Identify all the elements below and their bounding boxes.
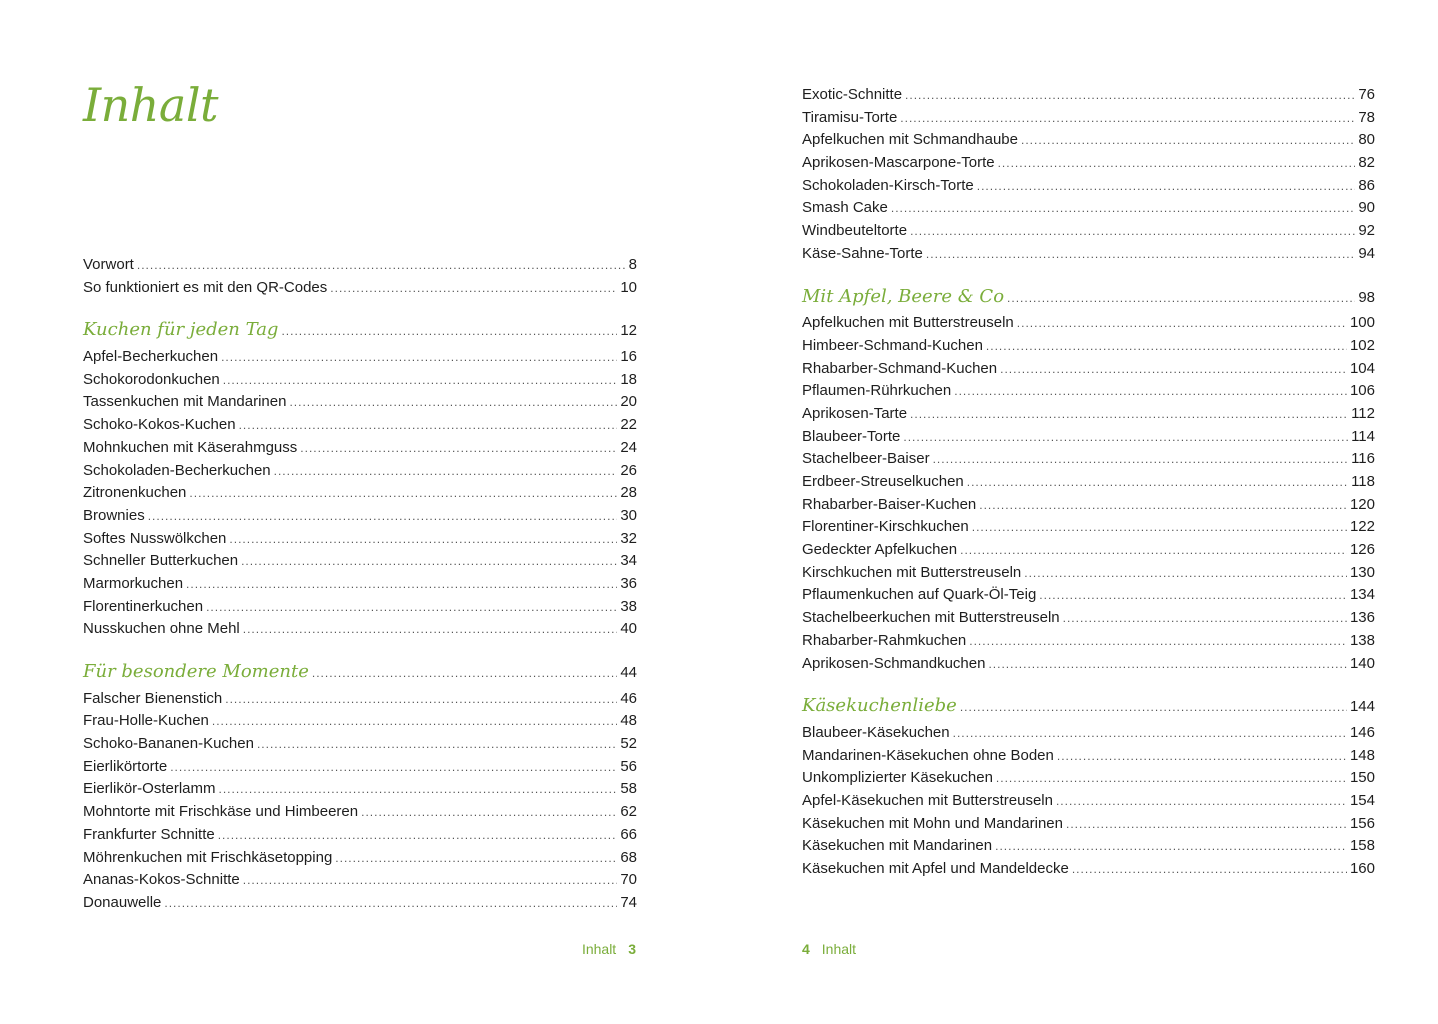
entry-page-number: 144 — [1349, 698, 1375, 716]
entry-title: Blaubeer-Käsekuchen — [802, 723, 950, 741]
entry-title: Stachelbeerkuchen mit Butterstreuseln — [802, 609, 1060, 627]
entry-page-number: 32 — [620, 529, 637, 547]
dot-leader — [361, 801, 617, 824]
entry-page-number: 24 — [620, 438, 637, 456]
entry-page-number: 70 — [620, 871, 637, 889]
toc-entry — [83, 596, 637, 619]
toc-entry — [802, 471, 1375, 494]
dot-leader — [1024, 562, 1347, 585]
entry-page-number: 126 — [1349, 541, 1375, 559]
section-heading — [802, 286, 1375, 309]
entry-page-number: 20 — [620, 393, 637, 411]
toc-entry — [83, 618, 637, 641]
entry-page-number: 120 — [1349, 495, 1375, 513]
entry-title: Apfel-Käsekuchen mit Butterstreuseln — [802, 791, 1053, 809]
page-footer-right — [802, 941, 856, 957]
entry-page-number: 112 — [1351, 404, 1375, 422]
toc-entry — [83, 733, 637, 756]
entry-page-number: 36 — [620, 574, 637, 592]
section-heading — [83, 319, 637, 342]
entry-page-number: 156 — [1349, 814, 1375, 832]
toc-entry — [83, 391, 637, 414]
entry-title: Florentinerkuchen — [83, 597, 204, 615]
toc-entry — [83, 801, 637, 824]
entry-page-number: 94 — [1358, 244, 1375, 262]
entry-page-number: 26 — [620, 461, 637, 479]
entry-title: Donauwelle — [83, 893, 162, 911]
entry-page-number: 18 — [620, 370, 637, 388]
dot-leader — [972, 516, 1347, 539]
dot-leader — [289, 391, 617, 414]
entry-title: Rhabarber-Schmand-Kuchen — [802, 359, 998, 377]
section-title: Für besondere Momente — [83, 661, 309, 682]
dot-leader — [225, 688, 617, 711]
entry-title: Schneller Butterkuchen — [83, 552, 239, 570]
toc-entry — [802, 220, 1375, 243]
dot-leader — [1057, 745, 1347, 768]
dot-leader — [218, 824, 618, 847]
entry-title: Ananas-Kokos-Schnitte — [83, 871, 240, 889]
entry-page-number: 22 — [620, 416, 637, 434]
entry-page-number: 68 — [620, 848, 637, 866]
entry-title: Nusskuchen ohne Mehl — [83, 620, 240, 638]
entry-title: Frankfurter Schnitte — [83, 825, 215, 843]
page-title: Inhalt — [83, 78, 219, 132]
entry-title: Unkomplizierter Käsekuchen — [802, 769, 993, 787]
right-page — [719, 0, 1438, 1024]
entry-page-number: 76 — [1358, 86, 1375, 103]
entry-page-number: 30 — [620, 506, 637, 524]
entry-title: Erdbeer-Streuselkuchen — [802, 473, 964, 490]
section-title: Mit Apfel, Beere & Co — [802, 285, 1005, 307]
toc-entry — [83, 550, 637, 573]
toc-entry — [83, 869, 637, 892]
dot-leader — [1056, 790, 1347, 813]
entry-page-number: 58 — [620, 780, 637, 798]
dot-leader — [164, 892, 617, 915]
toc-entry — [802, 494, 1375, 517]
entry-page-number: 44 — [620, 664, 637, 681]
entry-title: Apfelkuchen mit Butterstreuseln — [802, 314, 1014, 332]
entry-page-number: 12 — [620, 322, 637, 340]
entry-page-number: 66 — [620, 825, 637, 843]
toc-entry — [83, 346, 637, 369]
entry-title: So funktioniert es mit den QR-Codes — [83, 278, 328, 296]
entry-title: Aprikosen-Mascarpone-Torte — [802, 154, 995, 172]
toc-entry — [83, 756, 637, 779]
entry-title: Käse-Sahne-Torte — [802, 244, 923, 262]
entry-page-number: 136 — [1349, 609, 1375, 627]
dot-leader — [926, 243, 1355, 266]
toc-entry — [83, 528, 637, 551]
entry-title: Zitronenkuchen — [83, 484, 187, 502]
entry-page-number: 38 — [620, 597, 637, 615]
entry-title: Tassenkuchen mit Mandarinen — [83, 393, 287, 411]
entry-title: Schokoladen-Kirsch-Torte — [802, 176, 974, 194]
toc-entry — [802, 745, 1375, 768]
dot-leader — [998, 152, 1356, 175]
toc-entry — [802, 630, 1375, 653]
toc-entry — [802, 790, 1375, 813]
entry-title: Tiramisu-Torte — [802, 108, 898, 126]
entry-page-number: 10 — [620, 278, 637, 296]
toc-entry — [802, 358, 1375, 381]
entry-page-number: 48 — [620, 712, 637, 730]
toc-entry — [83, 460, 637, 483]
toc-entry — [83, 369, 637, 392]
entry-page-number: 116 — [1351, 450, 1375, 468]
dot-leader — [148, 505, 618, 528]
entry-page-number: 28 — [620, 484, 637, 502]
table-of-contents-left — [83, 254, 637, 915]
dot-leader — [977, 175, 1356, 198]
entry-title: Schokoladen-Becherkuchen — [83, 461, 271, 479]
entry-page-number: 16 — [620, 348, 637, 366]
entry-title: Käsekuchen mit Mohn und Mandarinen — [802, 814, 1063, 832]
toc-entry — [83, 437, 637, 460]
dot-leader — [281, 320, 617, 343]
entry-page-number: 106 — [1349, 382, 1375, 400]
entry-title: Aprikosen-Tarte — [802, 404, 908, 422]
toc-entry — [83, 710, 637, 733]
toc-entry — [802, 129, 1375, 152]
footer-label: Inhalt — [821, 941, 857, 957]
dot-leader — [954, 380, 1347, 403]
entry-title: Himbeer-Schmand-Kuchen — [802, 336, 983, 354]
entry-page-number: 92 — [1358, 222, 1375, 240]
page-number: 4 — [802, 941, 810, 957]
toc-entry — [802, 539, 1375, 562]
entry-page-number: 56 — [620, 757, 637, 775]
entry-title: Schoko-Bananen-Kuchen — [83, 735, 254, 753]
entry-title: Brownies — [83, 506, 145, 524]
toc-entry — [802, 243, 1375, 266]
entry-title: Rhabarber-Rahmkuchen — [802, 631, 967, 649]
section-heading — [802, 695, 1375, 718]
toc-entry — [802, 152, 1375, 175]
dot-leader — [330, 277, 617, 300]
toc-entry — [802, 312, 1375, 335]
entry-title: Blaubeer-Torte — [802, 427, 901, 445]
dot-leader — [243, 869, 618, 892]
dot-leader — [257, 733, 617, 756]
toc-entry — [802, 175, 1375, 198]
dot-leader — [1066, 813, 1347, 836]
footer-label: Inhalt — [581, 941, 617, 957]
dot-leader — [221, 346, 617, 369]
entry-page-number: 114 — [1351, 427, 1375, 445]
section-title: Käsekuchenliebe — [802, 695, 957, 717]
entry-page-number: 34 — [620, 552, 637, 570]
dot-leader — [241, 550, 617, 573]
dot-leader — [1007, 287, 1355, 310]
entry-page-number: 90 — [1358, 199, 1375, 217]
dot-leader — [1021, 129, 1355, 152]
section-title: Kuchen für jeden Tag — [83, 319, 279, 341]
toc-entry — [802, 653, 1375, 676]
entry-title: Mandarinen-Käsekuchen ohne Boden — [802, 746, 1054, 764]
entry-page-number: 98 — [1358, 288, 1375, 306]
entry-title: Stachelbeer-Baiser — [802, 450, 930, 468]
dot-leader — [219, 778, 618, 801]
entry-page-number: 122 — [1349, 518, 1375, 536]
dot-leader — [212, 710, 617, 733]
dot-leader — [1017, 312, 1347, 335]
toc-entry — [802, 607, 1375, 630]
toc-entry — [83, 414, 637, 437]
entry-page-number: 118 — [1351, 473, 1375, 490]
toc-entry — [83, 505, 637, 528]
entry-page-number: 78 — [1358, 108, 1375, 126]
toc-entry — [802, 403, 1375, 426]
section-heading — [83, 661, 637, 684]
toc-entry — [802, 84, 1375, 107]
entry-title: Käsekuchen mit Apfel und Mandeldecke — [802, 860, 1069, 877]
toc-entry — [802, 584, 1375, 607]
entry-page-number: 80 — [1358, 131, 1375, 149]
entry-page-number: 46 — [620, 689, 637, 707]
entry-title: Exotic-Schnitte — [802, 86, 903, 103]
dot-leader — [1072, 858, 1347, 881]
entry-title: Smash Cake — [802, 199, 888, 217]
dot-leader — [312, 662, 617, 685]
dot-leader — [891, 197, 1355, 220]
toc-entry — [802, 448, 1375, 471]
entry-page-number: 82 — [1358, 154, 1375, 172]
toc-entry — [83, 277, 637, 300]
entry-page-number: 86 — [1358, 176, 1375, 194]
dot-leader — [189, 482, 617, 505]
dot-leader — [960, 539, 1347, 562]
entry-page-number: 150 — [1349, 769, 1375, 787]
entry-title: Marmorkuchen — [83, 574, 184, 592]
entry-page-number: 138 — [1349, 631, 1375, 649]
dot-leader — [905, 84, 1355, 107]
toc-entry — [83, 824, 637, 847]
toc-entry — [83, 892, 637, 915]
entry-page-number: 74 — [620, 893, 637, 911]
entry-title: Gedeckter Apfelkuchen — [802, 541, 958, 559]
dot-leader — [335, 847, 617, 870]
toc-entry — [802, 516, 1375, 539]
entry-title: Aprikosen-Schmandkuchen — [802, 654, 986, 672]
entry-title: Apfelkuchen mit Schmandhaube — [802, 131, 1018, 149]
entry-title: Käsekuchen mit Mandarinen — [802, 837, 993, 855]
dot-leader — [239, 414, 618, 437]
dot-leader — [243, 618, 618, 641]
entry-title: Mohnkuchen mit Käserahmguss — [83, 438, 298, 456]
entry-title: Pflaumen-Rührkuchen — [802, 382, 952, 400]
toc-entry — [802, 722, 1375, 745]
entry-title: Eierlikör-Osterlamm — [83, 780, 216, 798]
entry-page-number: 62 — [620, 803, 637, 821]
entry-title: Kirschkuchen mit Butterstreuseln — [802, 563, 1022, 581]
entry-title: Vorwort — [83, 256, 134, 273]
entry-page-number: 104 — [1349, 359, 1375, 377]
entry-page-number: 160 — [1349, 860, 1375, 877]
page-footer-left — [582, 941, 636, 957]
toc-entry — [802, 835, 1375, 858]
dot-leader — [967, 471, 1348, 494]
dot-leader — [969, 630, 1347, 653]
entry-title: Florentiner-Kirschkuchen — [802, 518, 969, 536]
toc-entry — [802, 813, 1375, 836]
entry-title: Frau-Holle-Kuchen — [83, 712, 209, 730]
toc-entry — [802, 858, 1375, 881]
dot-leader — [900, 107, 1355, 130]
dot-leader — [903, 426, 1348, 449]
dot-leader — [274, 460, 618, 483]
entry-title: Falscher Bienenstich — [83, 689, 223, 707]
dot-leader — [988, 653, 1347, 676]
dot-leader — [300, 437, 617, 460]
dot-leader — [1000, 358, 1347, 381]
toc-entry — [802, 426, 1375, 449]
dot-leader — [986, 335, 1347, 358]
dot-leader — [910, 403, 1348, 426]
toc-entry — [83, 573, 637, 596]
dot-leader — [229, 528, 617, 551]
dot-leader — [933, 448, 1349, 471]
toc-entry — [802, 380, 1375, 403]
entry-page-number: 146 — [1349, 723, 1375, 741]
dot-leader — [979, 494, 1347, 517]
dot-leader — [996, 767, 1347, 790]
entry-page-number: 140 — [1349, 654, 1375, 672]
dot-leader — [206, 596, 617, 619]
dot-leader — [910, 220, 1355, 243]
table-of-contents-right — [802, 84, 1375, 881]
entry-page-number: 8 — [628, 256, 637, 273]
toc-entry — [83, 688, 637, 711]
entry-title: Rhabarber-Baiser-Kuchen — [802, 495, 977, 513]
dot-leader — [995, 835, 1347, 858]
entry-page-number: 100 — [1349, 314, 1375, 332]
toc-entry — [802, 197, 1375, 220]
toc-entry — [83, 482, 637, 505]
entry-page-number: 130 — [1349, 563, 1375, 581]
entry-title: Mohntorte mit Frischkäse und Himbeeren — [83, 803, 359, 821]
dot-leader — [186, 573, 617, 596]
entry-page-number: 52 — [620, 735, 637, 753]
dot-leader — [1039, 584, 1347, 607]
dot-leader — [170, 756, 617, 779]
toc-entry — [802, 562, 1375, 585]
entry-page-number: 148 — [1349, 746, 1375, 764]
entry-title: Schoko-Kokos-Kuchen — [83, 416, 236, 434]
entry-page-number: 154 — [1349, 791, 1375, 809]
entry-page-number: 158 — [1349, 837, 1375, 855]
entry-page-number: 102 — [1349, 336, 1375, 354]
entry-page-number: 40 — [620, 620, 637, 638]
toc-entry — [83, 847, 637, 870]
toc-entry — [802, 767, 1375, 790]
entry-title: Möhrenkuchen mit Frischkäsetopping — [83, 848, 333, 866]
page-number: 3 — [628, 941, 636, 957]
toc-entry — [802, 335, 1375, 358]
toc-entry — [83, 254, 637, 277]
dot-leader — [1063, 607, 1347, 630]
dot-leader — [953, 722, 1347, 745]
entry-page-number: 134 — [1349, 586, 1375, 604]
dot-leader — [960, 696, 1347, 719]
entry-title: Eierlikörtorte — [83, 757, 168, 775]
entry-title: Softes Nusswölkchen — [83, 529, 227, 547]
dot-leader — [137, 254, 626, 277]
entry-title: Apfel-Becherkuchen — [83, 348, 219, 366]
entry-title: Schokorodonkuchen — [83, 370, 220, 388]
toc-entry — [83, 778, 637, 801]
toc-entry — [802, 107, 1375, 130]
entry-title: Windbeuteltorte — [802, 222, 908, 240]
entry-title: Pflaumenkuchen auf Quark-Öl-Teig — [802, 586, 1037, 604]
dot-leader — [223, 369, 618, 392]
